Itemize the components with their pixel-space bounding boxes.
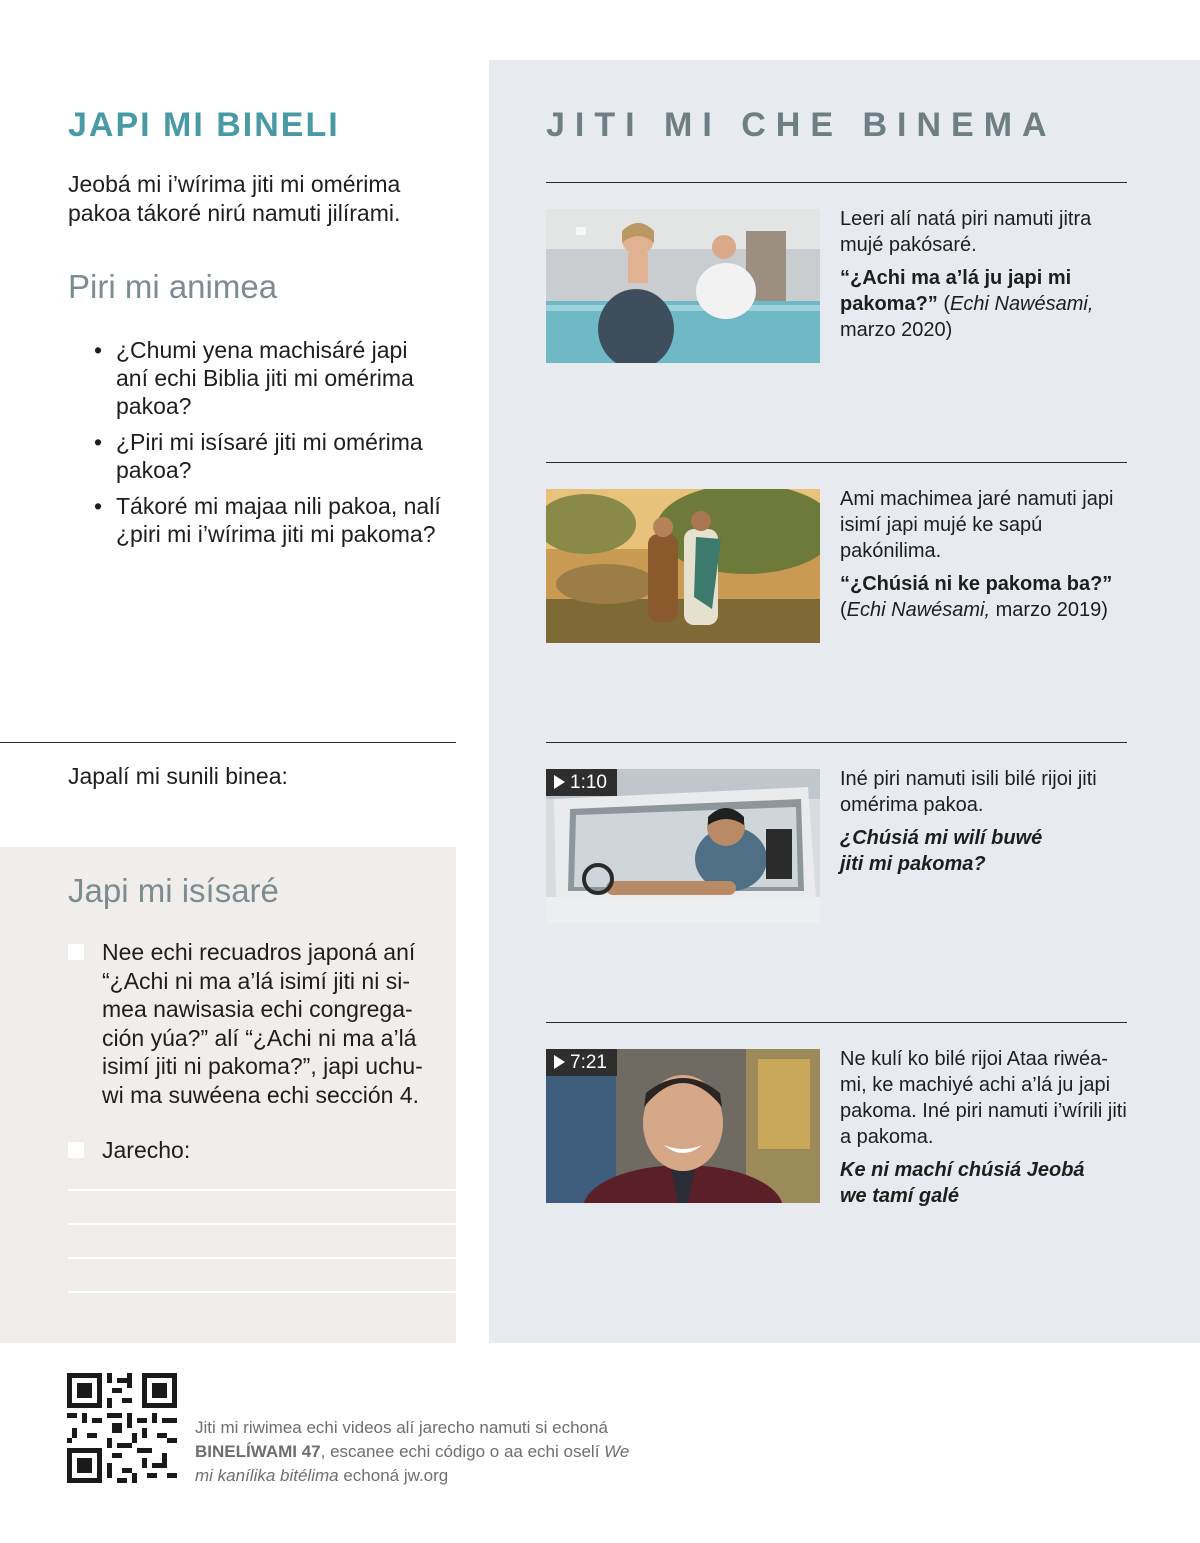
bullet-icon: • (94, 337, 103, 363)
writing-line (68, 1291, 456, 1293)
article-reference[interactable]: “¿Chúsiá ni ke pakoma ba?” (Echi Nawésami, marzo 2019) (840, 573, 1113, 621)
baptism-photo[interactable] (546, 209, 820, 363)
writing-line (68, 1189, 456, 1191)
media-description: Ami machimea jaré namuti japi isimí japi mujé ke sapú pakónilima. (840, 488, 1114, 562)
media-description: Leeri alí natá piri namuti jitra mujé pakósaré. (840, 208, 1092, 256)
man-driving-video-thumbnail[interactable] (546, 769, 820, 923)
section-heading-japi-mi-bineli: JAPI MI BINELI (68, 106, 340, 144)
question-item: • Tákoré mi majaa nili pakoa, nalí ¿piri mi i’wírima jiti mi pakoma? (94, 493, 441, 547)
play-icon (554, 775, 565, 789)
intro-text: Jeobá mi i’wírima jiti mi omérima pakoa tákoré nirú namuti jilírami. (68, 171, 401, 226)
divider (546, 182, 1127, 183)
questions-title: Piri mi animea (68, 268, 278, 305)
qr-code-icon[interactable] (67, 1373, 177, 1483)
footer-note: Jiti mi riwimea echi videos alí jarecho namuti si echoná BINELÍWAMI 47, escanee echi código o aa echi oselí We mi kanílika bitélima echoná jw.org (195, 1418, 630, 1485)
task-text: Nee echi recuadros japoná aní “¿Achi ni ma a’lá isimí jiti ni si-mea nawisasia echi congrega-ción yúa?” alí “¿Achi ni ma a’lá isimí jiti ni pakoma?”, japi uchu-wi ma suwéena echi sección 4. (102, 939, 423, 1108)
media-text (840, 766, 1130, 877)
video-title[interactable]: ¿Chúsiá mi wilí buwé jiti mi pakoma? (840, 827, 1043, 875)
media-text (840, 1046, 1130, 1209)
play-icon (554, 1055, 565, 1069)
media-text (840, 206, 1130, 343)
media-text (840, 486, 1130, 623)
video-duration-badge: 7:21 (546, 1049, 617, 1076)
checkbox[interactable] (68, 944, 84, 960)
smiling-man-video-thumbnail[interactable] (546, 1049, 820, 1203)
checkbox[interactable] (68, 1142, 84, 1158)
media-item-article (546, 462, 1127, 662)
video-duration-badge: 1:10 (546, 769, 617, 796)
question-item: • ¿Piri mi isísaré jiti mi omérima pakoa? (94, 429, 423, 483)
notes-label: Japalí mi sunili binea: (68, 763, 288, 789)
painting-jesus-disciple[interactable] (546, 489, 820, 643)
media-description: Iné piri namuti isili bilé rijoi jiti omérima pakoa. (840, 768, 1097, 816)
divider (546, 462, 1127, 463)
section-heading-jiti-mi-che-binema: JITI MI CHE BINEMA (546, 106, 1057, 144)
tasks-panel (0, 847, 456, 1343)
divider (546, 742, 1127, 743)
media-item-article (546, 182, 1127, 382)
article-reference[interactable]: “¿Achi ma a’lá ju japi mi pakoma?” (Echi Nawésami, marzo 2020) (840, 267, 1094, 341)
task-text: Jarecho: (102, 1137, 191, 1163)
video-title[interactable]: Ke ni machí chúsiá Jeobá we tamí galé (840, 1159, 1085, 1207)
divider (546, 1022, 1127, 1023)
task-item (68, 1136, 428, 1165)
bullet-icon: • (94, 429, 103, 455)
bullet-icon: • (94, 493, 103, 519)
task-item (68, 938, 428, 1109)
writing-line (68, 1257, 456, 1259)
question-item: • ¿Chumi yena machisáré japi aní echi Biblia jiti mi omérima pakoa? (94, 337, 414, 419)
tasks-title: Japi mi isísaré (68, 872, 279, 909)
divider (0, 742, 456, 743)
media-item-video (546, 1022, 1127, 1222)
media-description: Ne kulí ko bilé rijoi Ataa riwéa-mi, ke machiyé achi a’lá ju japi pakoma. Iné piri namuti i’wírili jiti a pakoma. (840, 1048, 1127, 1148)
questions-list (94, 336, 444, 556)
media-item-video (546, 742, 1127, 942)
writing-line (68, 1223, 456, 1225)
